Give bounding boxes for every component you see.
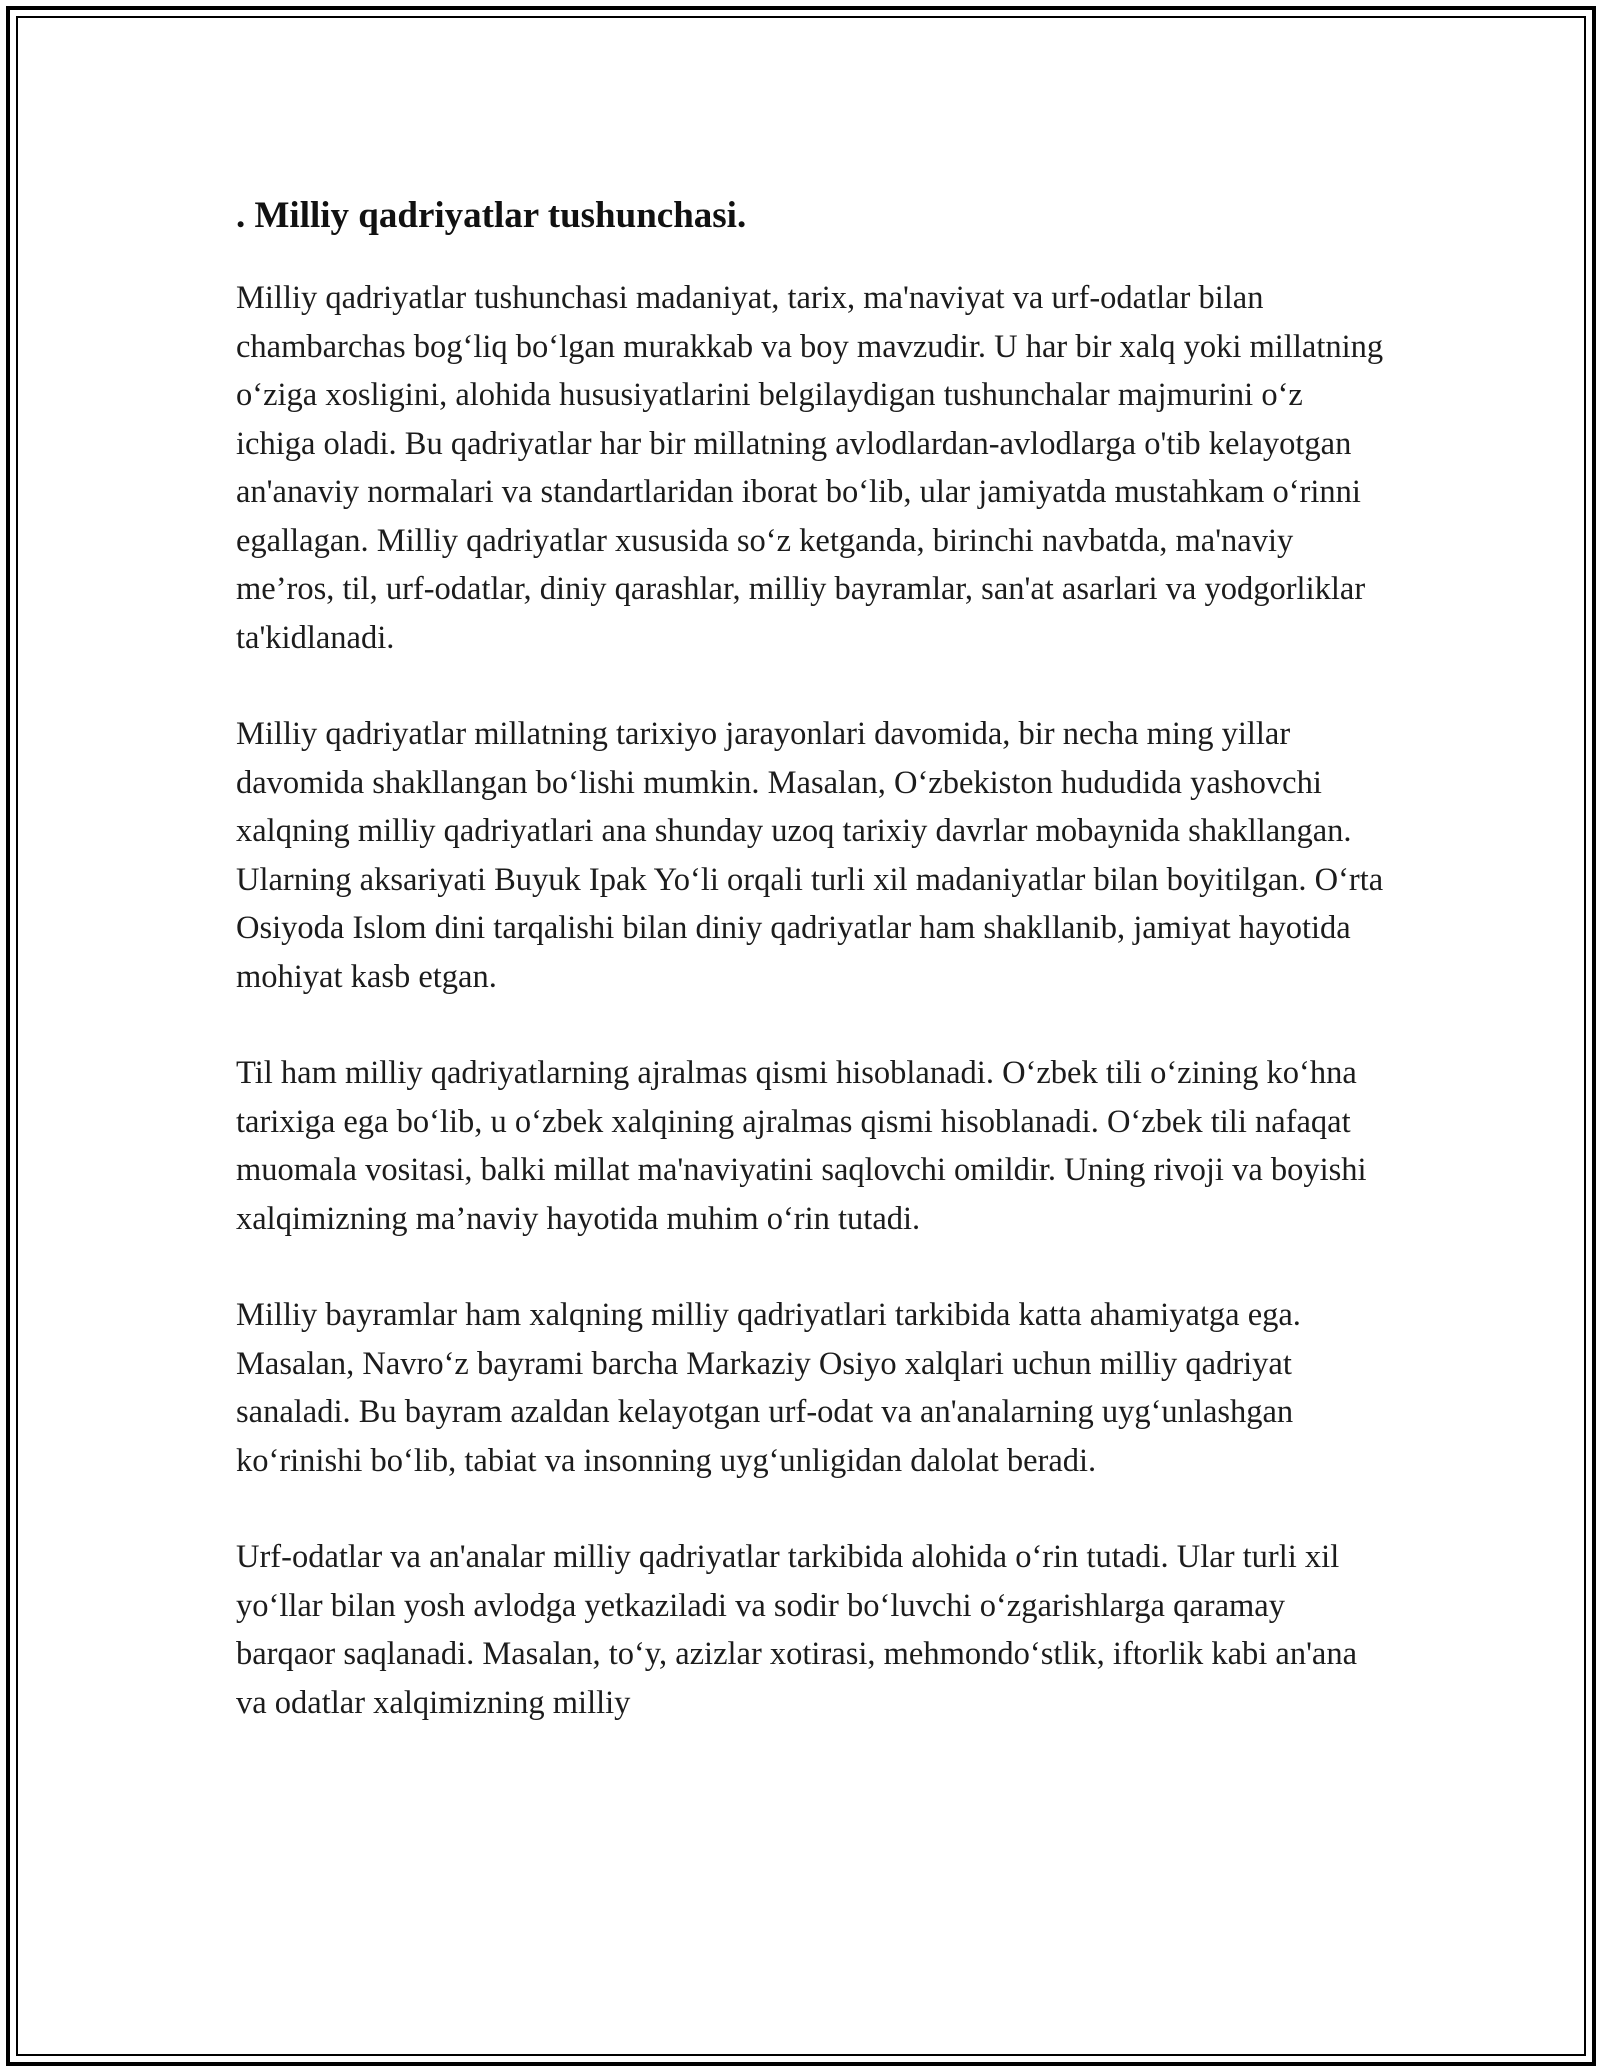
- paragraph-1: Milliy qadriyatlar tushunchasi madaniyat, tarix, ma'naviyat va urf-odatlar bilan chambarchas bog‘liq bo‘lgan murakkab va boy mavzudir. U har bir xalq yoki millatning o‘ziga xosligini, alohida hususiyatlarini belgilaydigan tushunchalar majmurini o‘z ichiga oladi. Bu qadriyatlar har bir millatning avlodlardan-avlodlarga o'tib kelayotgan an'anaviy normalari va standartlaridan iborat bo‘lib, ular jamiyatda mustahkam o‘rinni egallagan. Milliy qadriyatlar xususida so‘z ketganda, birinchi navbatda, ma'naviy me’ros, til, urf-odatlar, diniy qarashlar, milliy bayramlar, san'at asarlari va yodgorliklar ta'kidlanadi.: [236, 280, 1384, 656]
- paragraph-4: Milliy bayramlar ham xalqning milliy qadriyatlari tarkibida katta ahamiyatga ega. Masalan, Navro‘z bayrami barcha Markaziy Osiyo xalqlari uchun milliy qadriyat sanaladi. Bu bayram azaldan kelayotgan urf-odat va an'analarning uyg‘unlashgan ko‘rinishi bo‘lib, tabiat va insonning uyg‘unligidan dalolat beradi.: [236, 1297, 1301, 1479]
- document-body: [236, 190, 1386, 1775]
- paragraph-3: Til ham milliy qadriyatlarning ajralmas qismi hisoblanadi. O‘zbek tili o‘zining ko‘hna tarixiga ega bo‘lib, u o‘zbek xalqining ajralmas qismi hisoblanadi. O‘zbek tili nafaqat muomala vositasi, balki millat ma'naviyatini saqlovchi omildir. Uning rivoji va boyishi xalqimizning ma’naviy hayotida muhim o‘rin tutadi.: [236, 1055, 1367, 1237]
- paragraph-2: Milliy qadriyatlar millatning tarixiyo jarayonlari davomida, bir necha ming yillar davomida shakllangan bo‘lishi mumkin. Masalan, O‘zbekiston hududida yashovchi xalqning milliy qadriyatlari ana shunday uzoq tarixiy davrlar mobaynida shakllangan. Ularning aksariyati Buyuk Ipak Yo‘li orqali turli xil madaniyatlar bilan boyitilgan. O‘rta Osiyoda Islom dini tarqalishi bilan diniy qadriyatlar ham shakllanib, jamiyat hayotida mohiyat kasb etgan.: [236, 716, 1384, 995]
- document-title: . Milliy qadriyatlar tushunchasi.: [236, 195, 747, 236]
- paragraph-5: Urf-odatlar va an'analar milliy qadriyatlar tarkibida alohida o‘rin tutadi. Ular turli xil yo‘llar bilan yosh avlodga yetkaziladi va sodir bo‘luvchi o‘zgarishlarga qaramay barqaor saqlanadi. Masalan, to‘y, azizlar xotirasi, mehmondo‘stlik, iftorlik kabi an'ana va odatlar xalqimizning milliy: [236, 1539, 1358, 1721]
